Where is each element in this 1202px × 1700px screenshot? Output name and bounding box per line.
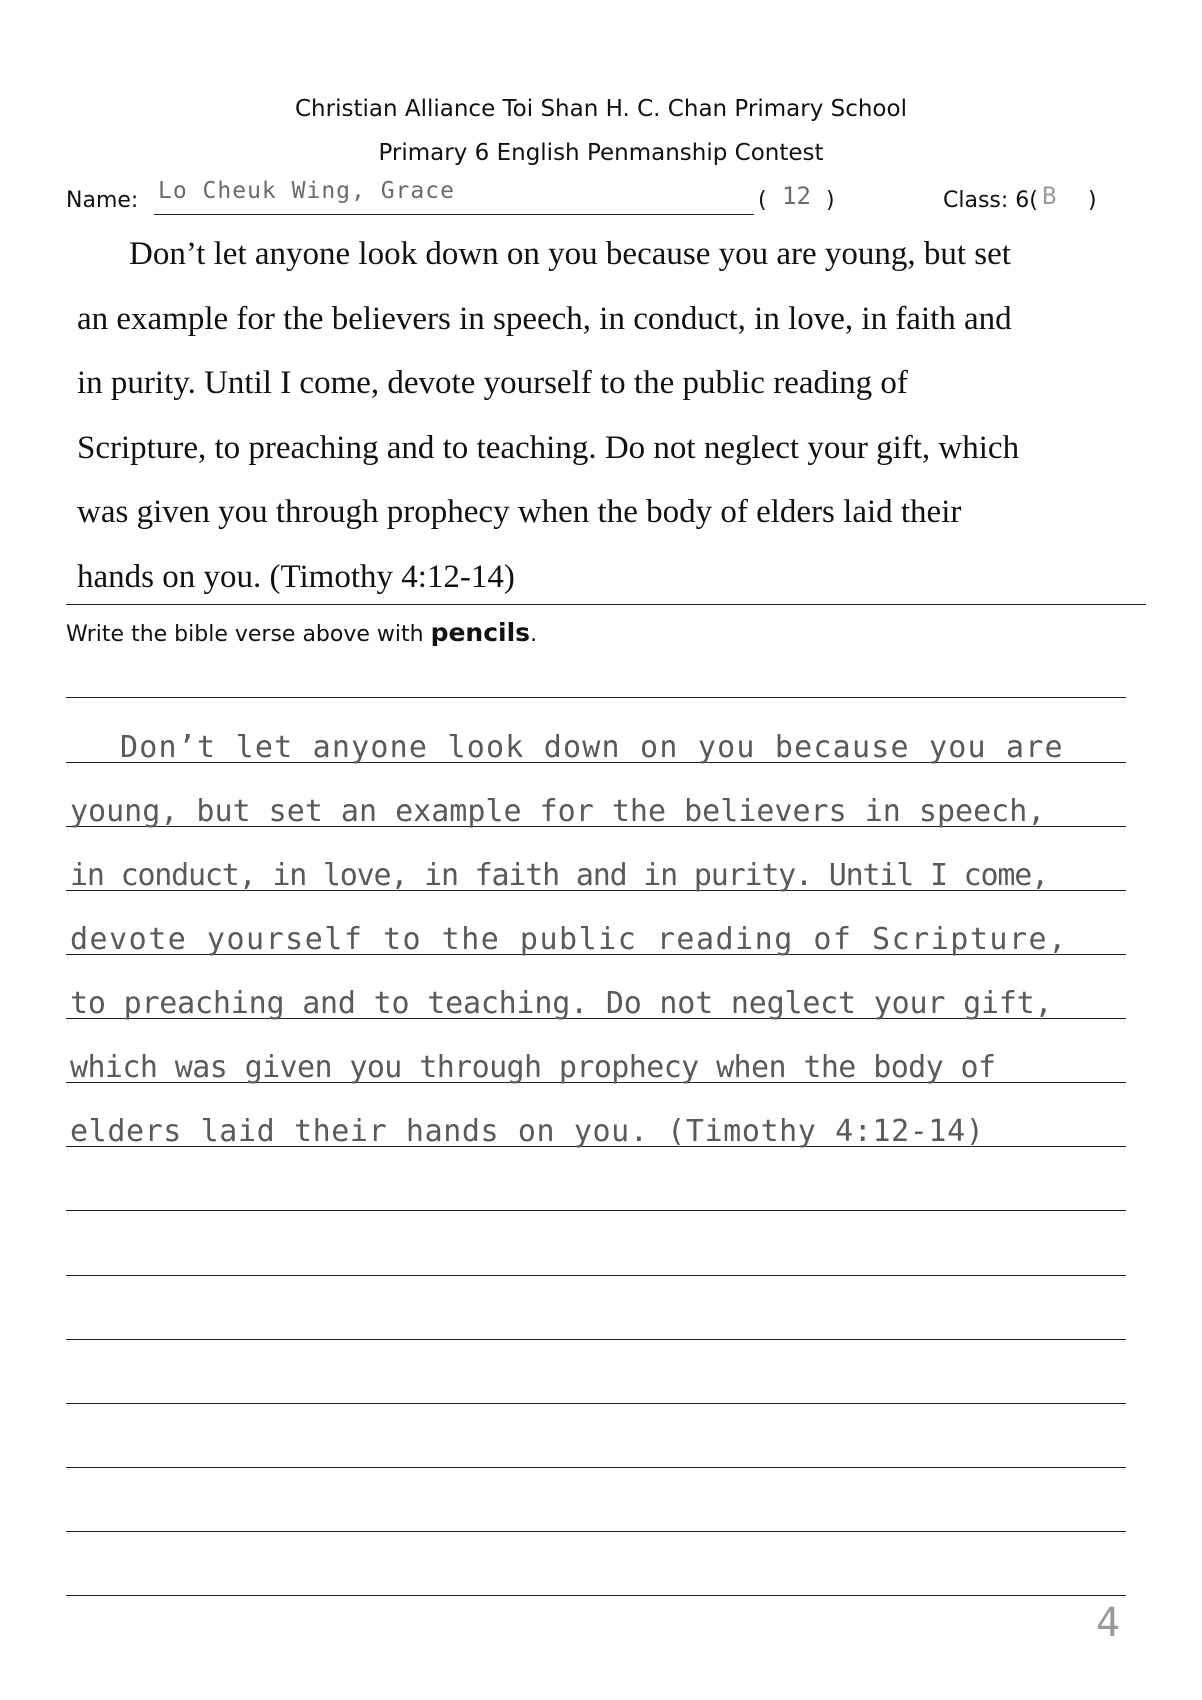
verse-line: hands on you. (Timothy 4:12-14) <box>77 558 515 595</box>
handwritten-line: Don’t let anyone look down on you because you are <box>120 730 1064 765</box>
handwritten-line: elders laid their hands on you. (Timothy 4:12-14) <box>70 1114 985 1149</box>
section-divider <box>66 604 1146 605</box>
class-value: B <box>1042 182 1057 210</box>
handwritten-line: to preaching and to teaching. Do not neglect your gift, <box>70 986 1053 1021</box>
instruction-text: Write the bible verse above with <box>66 622 431 647</box>
student-info-row <box>66 178 1146 218</box>
writing-line <box>66 1403 1126 1404</box>
name-underline <box>154 214 754 215</box>
handwritten-line: devote yourself to the public reading of Scripture, <box>70 922 1068 957</box>
verse-line: an example for the believers in speech, in conduct, in love, in faith and <box>77 300 1012 337</box>
instruction <box>66 618 537 647</box>
contest-title: Primary 6 English Penmanship Contest <box>378 140 824 166</box>
class-number-open: ( <box>758 188 767 213</box>
student-name: Lo Cheuk Wing, Grace <box>158 178 455 204</box>
name-label: Name: <box>66 188 139 213</box>
writing-line <box>66 1595 1126 1596</box>
handwritten-line: which was given you through prophecy when the body of <box>70 1050 996 1085</box>
writing-line <box>66 1210 1126 1211</box>
class-number-close: ) <box>826 188 835 213</box>
handwritten-line: young, but set an example for the believers in speech, <box>70 794 1046 829</box>
handwritten-line: in conduct, in love, in faith and in purity. Until I come, <box>70 858 1048 893</box>
verse-line: Scripture, to preaching and to teaching. Do not neglect your gift, which <box>77 429 1020 466</box>
writing-line <box>66 1275 1126 1276</box>
verse-line: was given you through prophecy when the body of elders laid their <box>77 494 962 530</box>
verse-line: Don’t let anyone look down on you because you are young, but set <box>129 236 1011 272</box>
page-number: 4 <box>1096 1600 1121 1646</box>
verse-line: in purity. Until I come, devote yourself to the public reading of <box>77 365 908 401</box>
writing-line <box>66 697 1126 698</box>
class-number: 12 <box>782 182 811 210</box>
class-label: Class: 6( <box>943 188 1038 213</box>
writing-line <box>66 1531 1126 1532</box>
school-name: Christian Alliance Toi Shan H. C. Chan Primary School <box>295 96 907 122</box>
class-close: ) <box>1088 188 1097 213</box>
instruction-emphasis: pencils <box>430 618 531 647</box>
writing-line <box>66 1339 1126 1340</box>
writing-line <box>66 1467 1126 1468</box>
bible-verse <box>77 222 1137 609</box>
instruction-end: . <box>530 622 538 647</box>
